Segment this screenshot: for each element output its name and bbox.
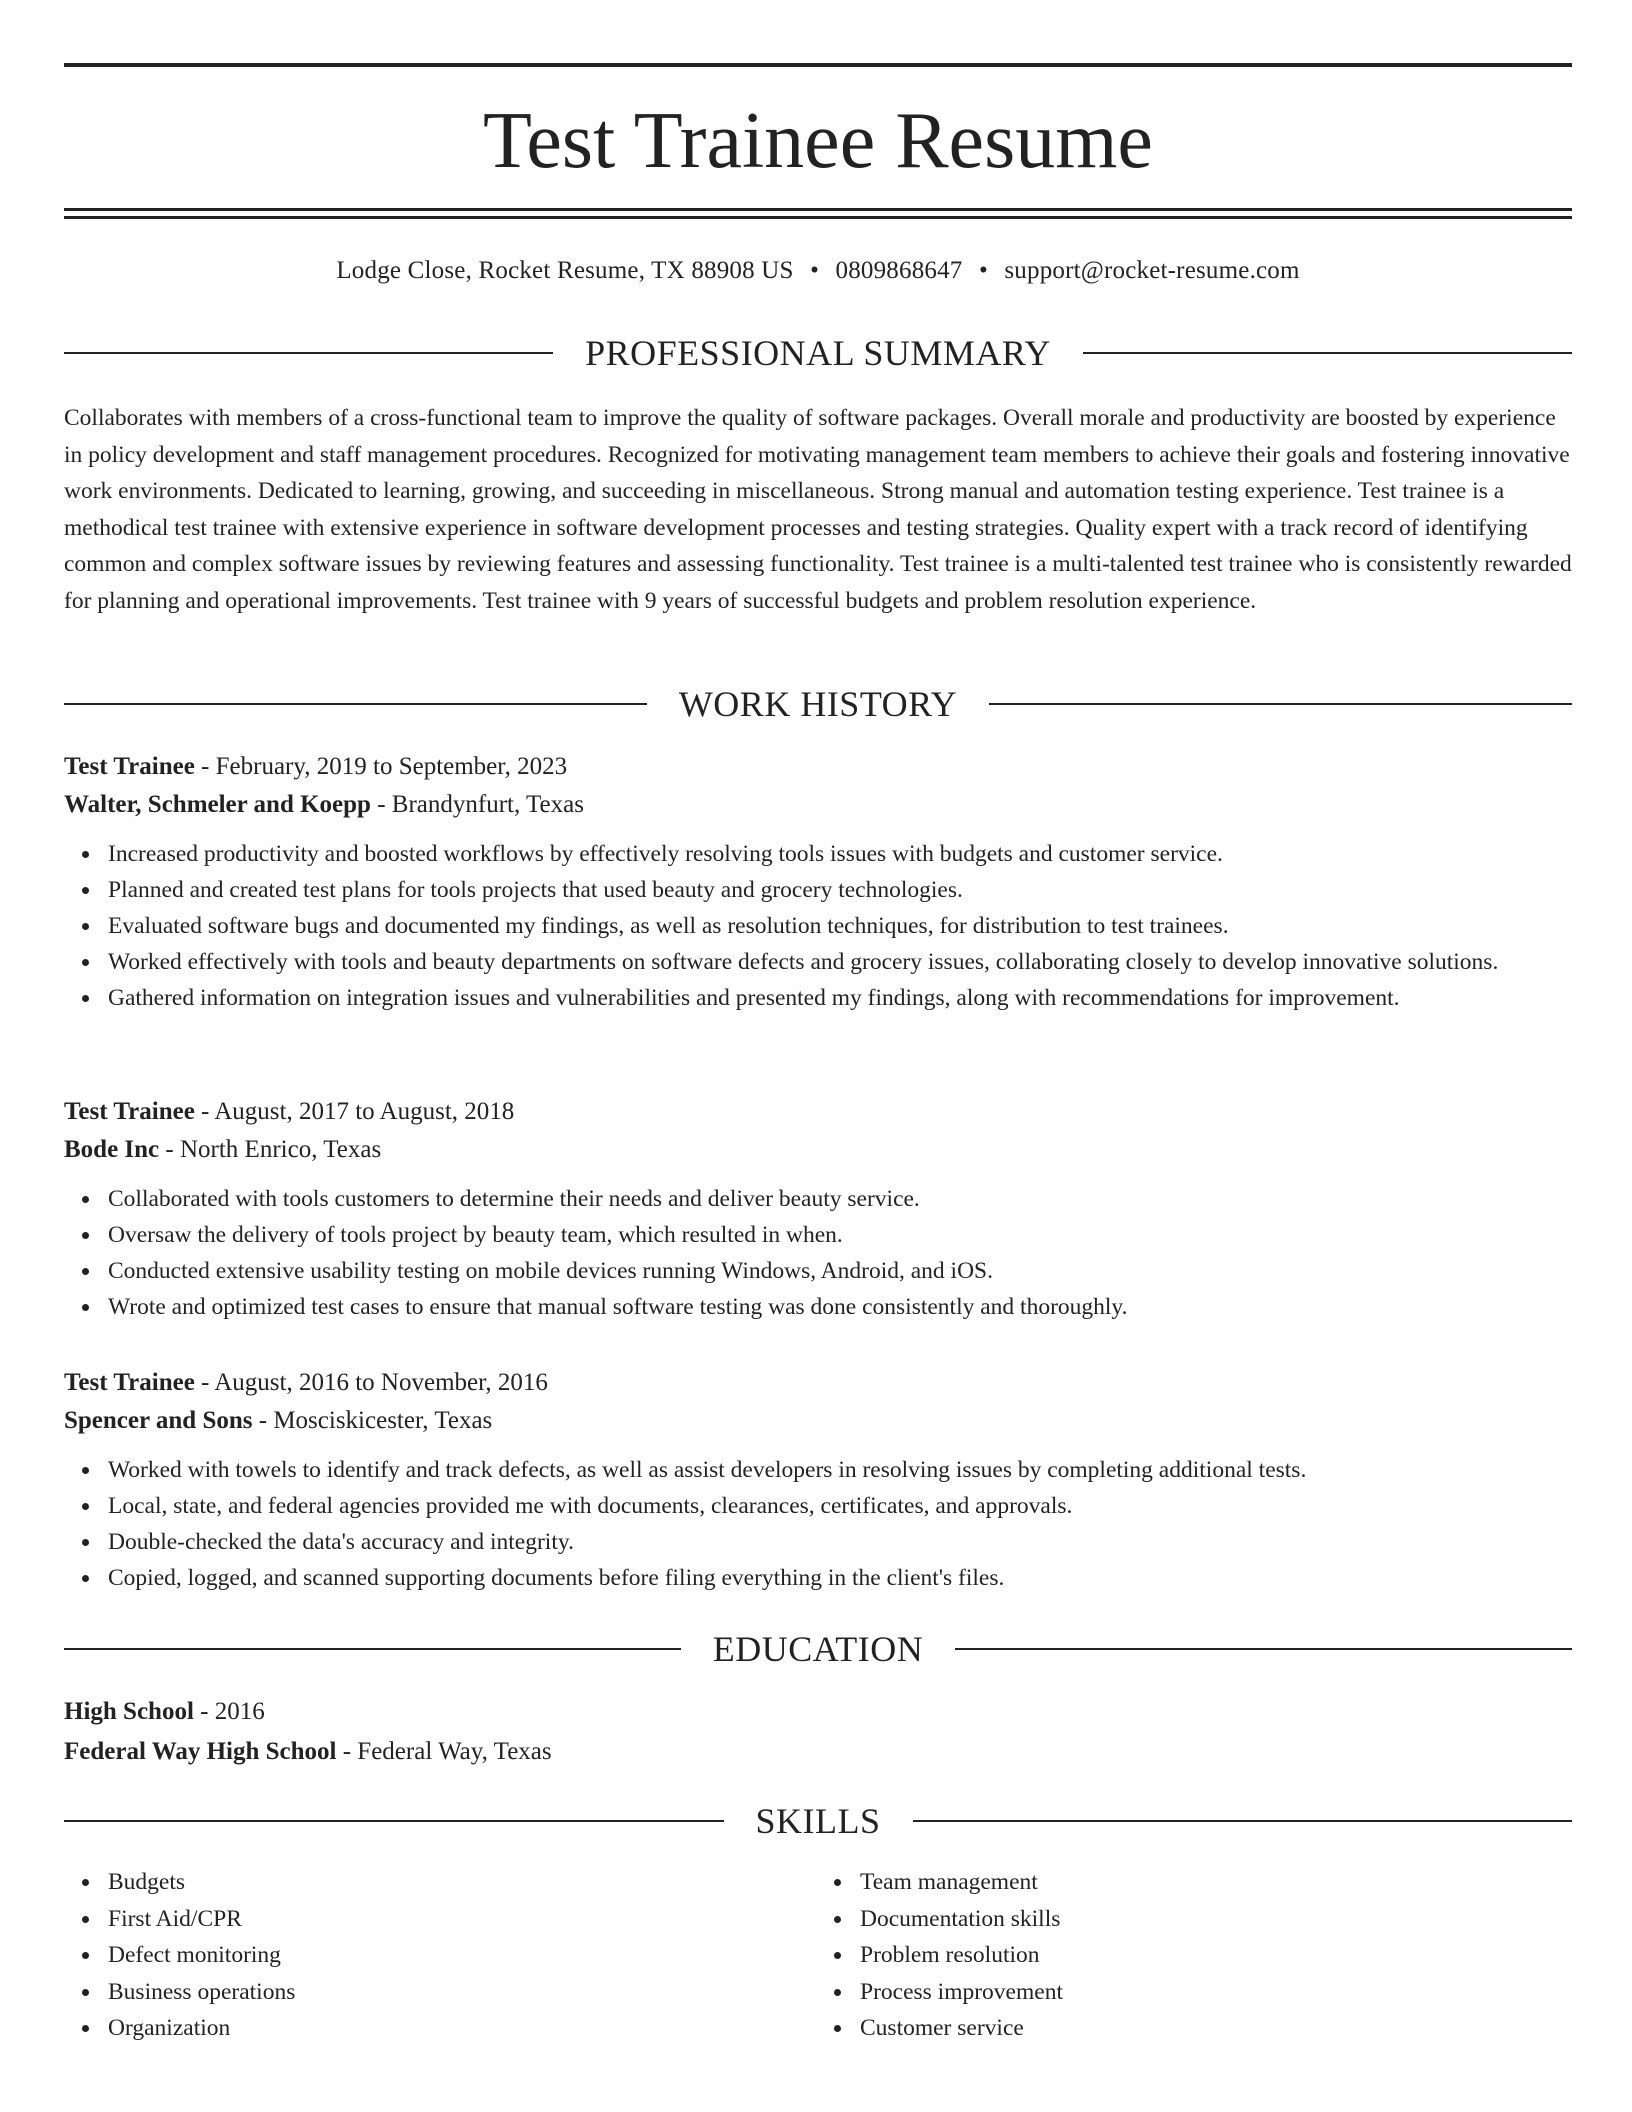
job-bullet: Conducted extensive usability testing on mobile devices running Windows, Android, and iOS. xyxy=(108,1253,1572,1289)
skill-item: Problem resolution xyxy=(860,1937,1560,1974)
job-bullet: Wrote and optimized test cases to ensure that manual software testing was done consistently and thoroughly. xyxy=(108,1289,1572,1325)
job-location: - North Enrico, Texas xyxy=(159,1136,382,1163)
skill-item: Documentation skills xyxy=(860,1901,1560,1938)
job-bullet: Worked with towels to identify and track defects, as well as assist developers in resolving issues by completing additional tests. xyxy=(108,1452,1572,1488)
section-heading-education xyxy=(64,1626,1572,1672)
job-dates: - August, 2017 to August, 2018 xyxy=(194,1098,515,1125)
job-bullet: Double-checked the data's accuracy and integrity. xyxy=(108,1524,1572,1560)
skills-column-right xyxy=(808,1864,1560,2047)
contact-email: support@rocket-resume.com xyxy=(1004,257,1300,284)
contact-phone: 0809868647 xyxy=(835,257,963,284)
resume-title: Test Trainee Resume xyxy=(483,97,1153,185)
work-entry xyxy=(64,1093,1572,1325)
section-heading-label: EDUCATION xyxy=(712,1629,924,1669)
job-location: - Brandynfurt, Texas xyxy=(370,791,584,818)
skills-column-left xyxy=(64,1864,808,2047)
job-title: Test Trainee xyxy=(64,1369,195,1396)
job-bullets xyxy=(64,1181,1572,1325)
heading-rule xyxy=(989,703,1572,705)
contact-separator: • xyxy=(810,257,820,284)
job-title-line xyxy=(64,1093,1572,1131)
job-bullet: Local, state, and federal agencies provided me with documents, clearances, certificates, and approvals. xyxy=(108,1488,1572,1524)
education-entry xyxy=(64,1693,1572,1771)
work-entry xyxy=(64,748,1572,1016)
job-bullet: Worked effectively with tools and beauty departments on software defects and grocery issues, collaborating closely to develop innovative solutions. xyxy=(108,944,1572,980)
job-bullet: Planned and created test plans for tools projects that used beauty and grocery technologies. xyxy=(108,872,1572,908)
section-heading-label: PROFESSIONAL SUMMARY xyxy=(585,333,1051,373)
job-company: Bode Inc xyxy=(64,1136,160,1163)
skill-item: Customer service xyxy=(860,2010,1560,2047)
work-entry xyxy=(64,1364,1572,1596)
job-bullet: Copied, logged, and scanned supporting documents before filing everything in the client's files. xyxy=(108,1560,1572,1596)
section-heading-work-history xyxy=(64,681,1572,727)
skills-list xyxy=(64,1864,1572,2047)
section-heading-label: WORK HISTORY xyxy=(678,684,958,724)
header-top-rule xyxy=(64,63,1572,67)
education-degree-line xyxy=(64,1693,1572,1731)
section-heading-skills xyxy=(64,1798,1572,1844)
header-double-rule-lower xyxy=(64,216,1572,219)
job-company: Spencer and Sons xyxy=(64,1407,253,1434)
job-bullet: Gathered information on integration issues and vulnerabilities and presented my findings, along with recommendations for improvement. xyxy=(108,980,1572,1016)
education-location: - Federal Way, Texas xyxy=(336,1738,552,1765)
skill-item: Budgets xyxy=(108,1864,808,1901)
heading-rule xyxy=(1083,352,1572,354)
heading-rule xyxy=(64,352,553,354)
section-heading-summary xyxy=(64,330,1572,376)
job-bullets xyxy=(64,1452,1572,1596)
job-dates: - February, 2019 to September, 2023 xyxy=(194,753,568,780)
job-company-line xyxy=(64,786,1572,824)
job-bullet: Collaborated with tools customers to determine their needs and deliver beauty service. xyxy=(108,1181,1572,1217)
job-bullets xyxy=(64,836,1572,1016)
skill-item: Team management xyxy=(860,1864,1560,1901)
education-school-line xyxy=(64,1733,1572,1771)
skill-item: Defect monitoring xyxy=(108,1937,808,1974)
skill-item: Process improvement xyxy=(860,1974,1560,2011)
job-bullet: Increased productivity and boosted workflows by effectively resolving tools issues with budgets and customer service. xyxy=(108,836,1572,872)
heading-rule xyxy=(64,1820,724,1822)
skill-item: Business operations xyxy=(108,1974,808,2011)
contact-separator: • xyxy=(978,257,988,284)
job-title: Test Trainee xyxy=(64,1098,195,1125)
job-company: Walter, Schmeler and Koepp xyxy=(64,791,371,818)
contact-line xyxy=(64,254,1572,288)
job-location: - Mosciskicester, Texas xyxy=(252,1407,493,1434)
education-school: Federal Way High School xyxy=(64,1738,337,1765)
education-degree: High School xyxy=(64,1698,194,1725)
job-title-line xyxy=(64,1364,1572,1402)
job-title: Test Trainee xyxy=(64,753,195,780)
contact-address: Lodge Close, Rocket Resume, TX 88908 US xyxy=(336,257,794,284)
job-bullet: Oversaw the delivery of tools project by beauty team, which resulted in when. xyxy=(108,1217,1572,1253)
heading-rule xyxy=(955,1648,1572,1650)
heading-rule xyxy=(64,1648,681,1650)
education-year: - 2016 xyxy=(193,1698,265,1725)
job-company-line xyxy=(64,1402,1572,1440)
job-bullet: Evaluated software bugs and documented my findings, as well as resolution techniques, for distribution to test trainees. xyxy=(108,908,1572,944)
section-heading-label: SKILLS xyxy=(755,1801,881,1841)
heading-rule xyxy=(913,1820,1573,1822)
job-company-line xyxy=(64,1131,1572,1169)
job-dates: - August, 2016 to November, 2016 xyxy=(194,1369,548,1396)
heading-rule xyxy=(64,703,647,705)
job-title-line xyxy=(64,748,1572,786)
header-double-rule-upper xyxy=(64,208,1572,211)
professional-summary-text: Collaborates with members of a cross-functional team to improve the quality of software packages. Overall morale and productivity are boosted by experience in policy development and staff management procedures. Recognized for motivating management team members to achieve their goals and fostering innovative work environments. Dedicated to learning, growing, and succeeding in miscellaneous. Strong manual and automation testing experience. Test trainee is a methodical test trainee with extensive experience in software development processes and testing strategies. Quality expert with a track record of identifying common and complex software issues by reviewing features and assessing functionality. Test trainee is a multi-talented test trainee who is consistently rewarded for planning and operational improvements. Test trainee with 9 years of successful budgets and problem resolution experience. xyxy=(64,405,1572,614)
skill-item: Organization xyxy=(108,2010,808,2047)
skill-item: First Aid/CPR xyxy=(108,1901,808,1938)
